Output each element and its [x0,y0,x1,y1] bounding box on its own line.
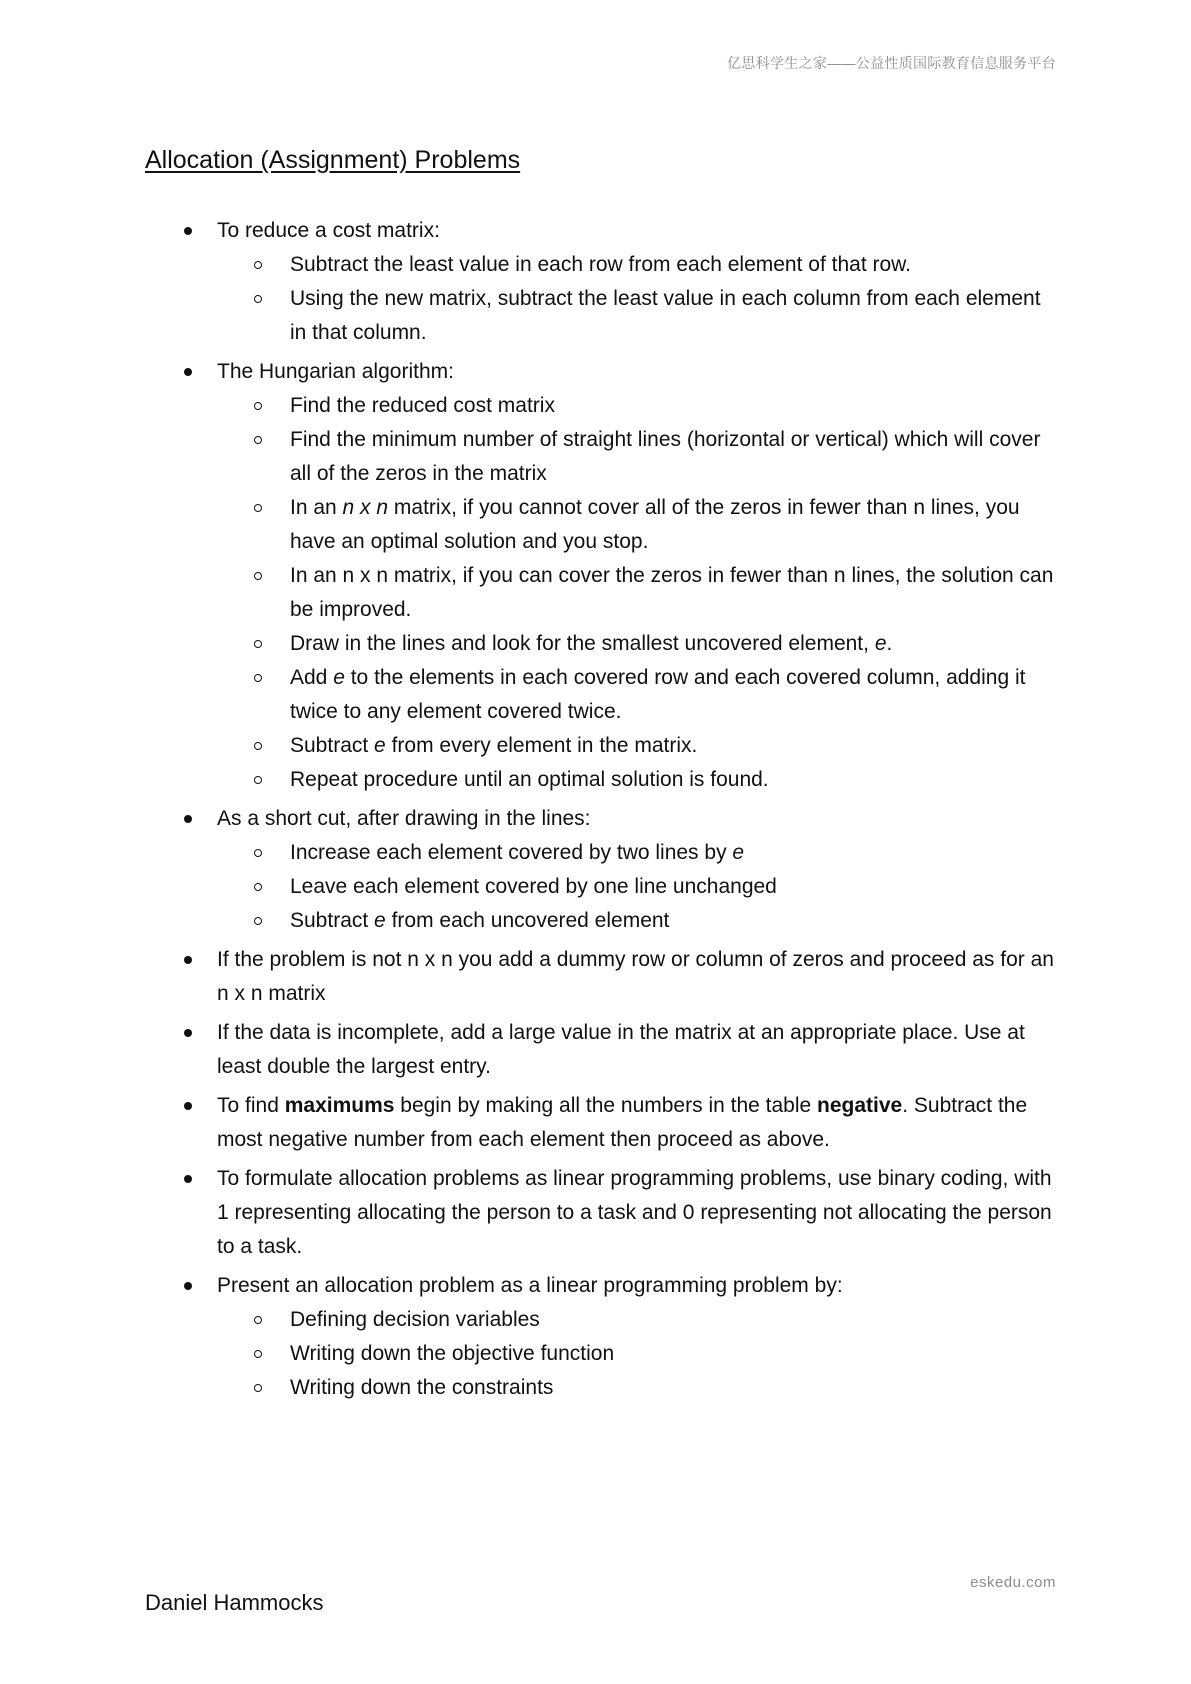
text-run: to the elements in each covered row and each covered column, adding it twice to any element covered twice. [290,666,1026,723]
text-run: Present an allocation problem as a linear programming problem by: [217,1274,843,1297]
text-run: Leave each element covered by one line unchanged [290,875,777,898]
bullet-text [217,1016,1055,1084]
sub-item [217,1337,1055,1371]
text-run: Defining decision variables [290,1308,540,1331]
text-run: from each uncovered element [385,909,670,932]
sub-item [217,729,1055,763]
bullet-text [217,1089,1055,1157]
sub-item [217,627,1055,661]
italic-text: e [874,632,887,655]
text-run: Writing down the constraints [290,1376,554,1399]
text-run: If the problem is not n x n you add a dummy row or column of zeros and proceed as for an n x n matrix [217,948,1054,1005]
bullet-item [145,943,1055,1011]
sub-list [217,248,1055,350]
bullet-text [217,214,1055,248]
sub-item [217,661,1055,729]
bullet-text [217,355,1055,389]
text-run: Subtract [290,734,375,757]
text-run: In an [290,496,343,519]
sub-list [217,1303,1055,1405]
text-run: . Subtract the most negative number from each element then proceed as above. [217,1094,1028,1151]
text-run: In an n x n matrix, if you can cover the zeros in fewer than n lines, the solution can be improved. [290,564,1054,621]
sub-item [217,282,1055,350]
text-run: . [886,632,893,655]
sub-item [217,870,1055,904]
text-run: To reduce a cost matrix: [217,219,440,242]
bullet-item [145,214,1055,350]
page-title: Allocation (Assignment) Problems [145,146,521,174]
bullet-text [217,1269,1055,1303]
sub-item [217,1371,1055,1405]
bullet-item [145,802,1055,938]
sub-list-wrap [145,248,1055,350]
text-run: Writing down the objective function [290,1342,615,1365]
bold-text: maximums [284,1094,395,1117]
text-run: Repeat procedure until an optimal solution is found. [290,768,769,791]
text-run: matrix, if you cannot cover all of the zeros in fewer than n lines, you have an optimal solution and you stop. [290,496,1020,553]
sub-item [217,836,1055,870]
bullet-list [145,214,1055,1405]
text-run: begin by making all the numbers in the table [394,1094,818,1117]
footer-site: eskedu.com [970,1574,1056,1591]
bullet-item [145,1089,1055,1157]
footer-author: Daniel Hammocks [145,1590,324,1615]
bullet-item [145,355,1055,797]
text-run: Using the new matrix, subtract the least value in each column from each element in that column. [290,287,1041,344]
text-run: As a short cut, after drawing in the lines: [217,807,591,830]
sub-item [217,423,1055,491]
text-run: If the data is incomplete, add a large value in the matrix at an appropriate place. Use at least double the largest entry. [217,1021,1025,1078]
sub-item [217,1303,1055,1337]
text-run: Subtract [290,909,375,932]
sub-list [217,836,1055,938]
bullet-item [145,1016,1055,1084]
notes-body [145,214,1055,1410]
text-run: Find the minimum number of straight lines (horizontal or vertical) which will cover all of the zeros in the matrix [290,428,1041,485]
text-run: Increase each element covered by two lines by [290,841,733,864]
bullet-text [217,943,1055,1011]
text-run: Subtract the least value in each row from each element of that row. [290,253,911,276]
sub-item [217,389,1055,423]
sub-item [217,904,1055,938]
bullet-text [217,802,1055,836]
italic-text: e [333,666,345,689]
italic-text: e [374,909,386,932]
header-site-note: 亿思科学生之家——公益性质国际教育信息服务平台 [727,55,1056,71]
italic-text: n x n [342,496,389,519]
text-run: Find the reduced cost matrix [290,394,555,417]
text-run: The Hungarian algorithm: [217,360,454,383]
bold-text: negative [817,1094,903,1117]
bullet-item [145,1269,1055,1405]
sub-list-wrap [145,389,1055,797]
sub-list-wrap [145,836,1055,938]
sub-list-wrap [145,1303,1055,1405]
bullet-item [145,1162,1055,1264]
italic-text: e [732,841,745,864]
text-run: Add [290,666,334,689]
sub-list [217,389,1055,797]
text-run: To find [217,1094,285,1117]
bullet-text [217,1162,1055,1264]
sub-item [217,559,1055,627]
sub-item [217,763,1055,797]
text-run: To formulate allocation problems as linear programming problems, use binary coding, with 1 representing allocating the person to a task and 0 representing not allocating the person to a task. [217,1167,1052,1258]
sub-item [217,491,1055,559]
text-run: Draw in the lines and look for the smallest uncovered element, [290,632,875,655]
sub-item [217,248,1055,282]
text-run: from every element in the matrix. [385,734,698,757]
italic-text: e [374,734,386,757]
